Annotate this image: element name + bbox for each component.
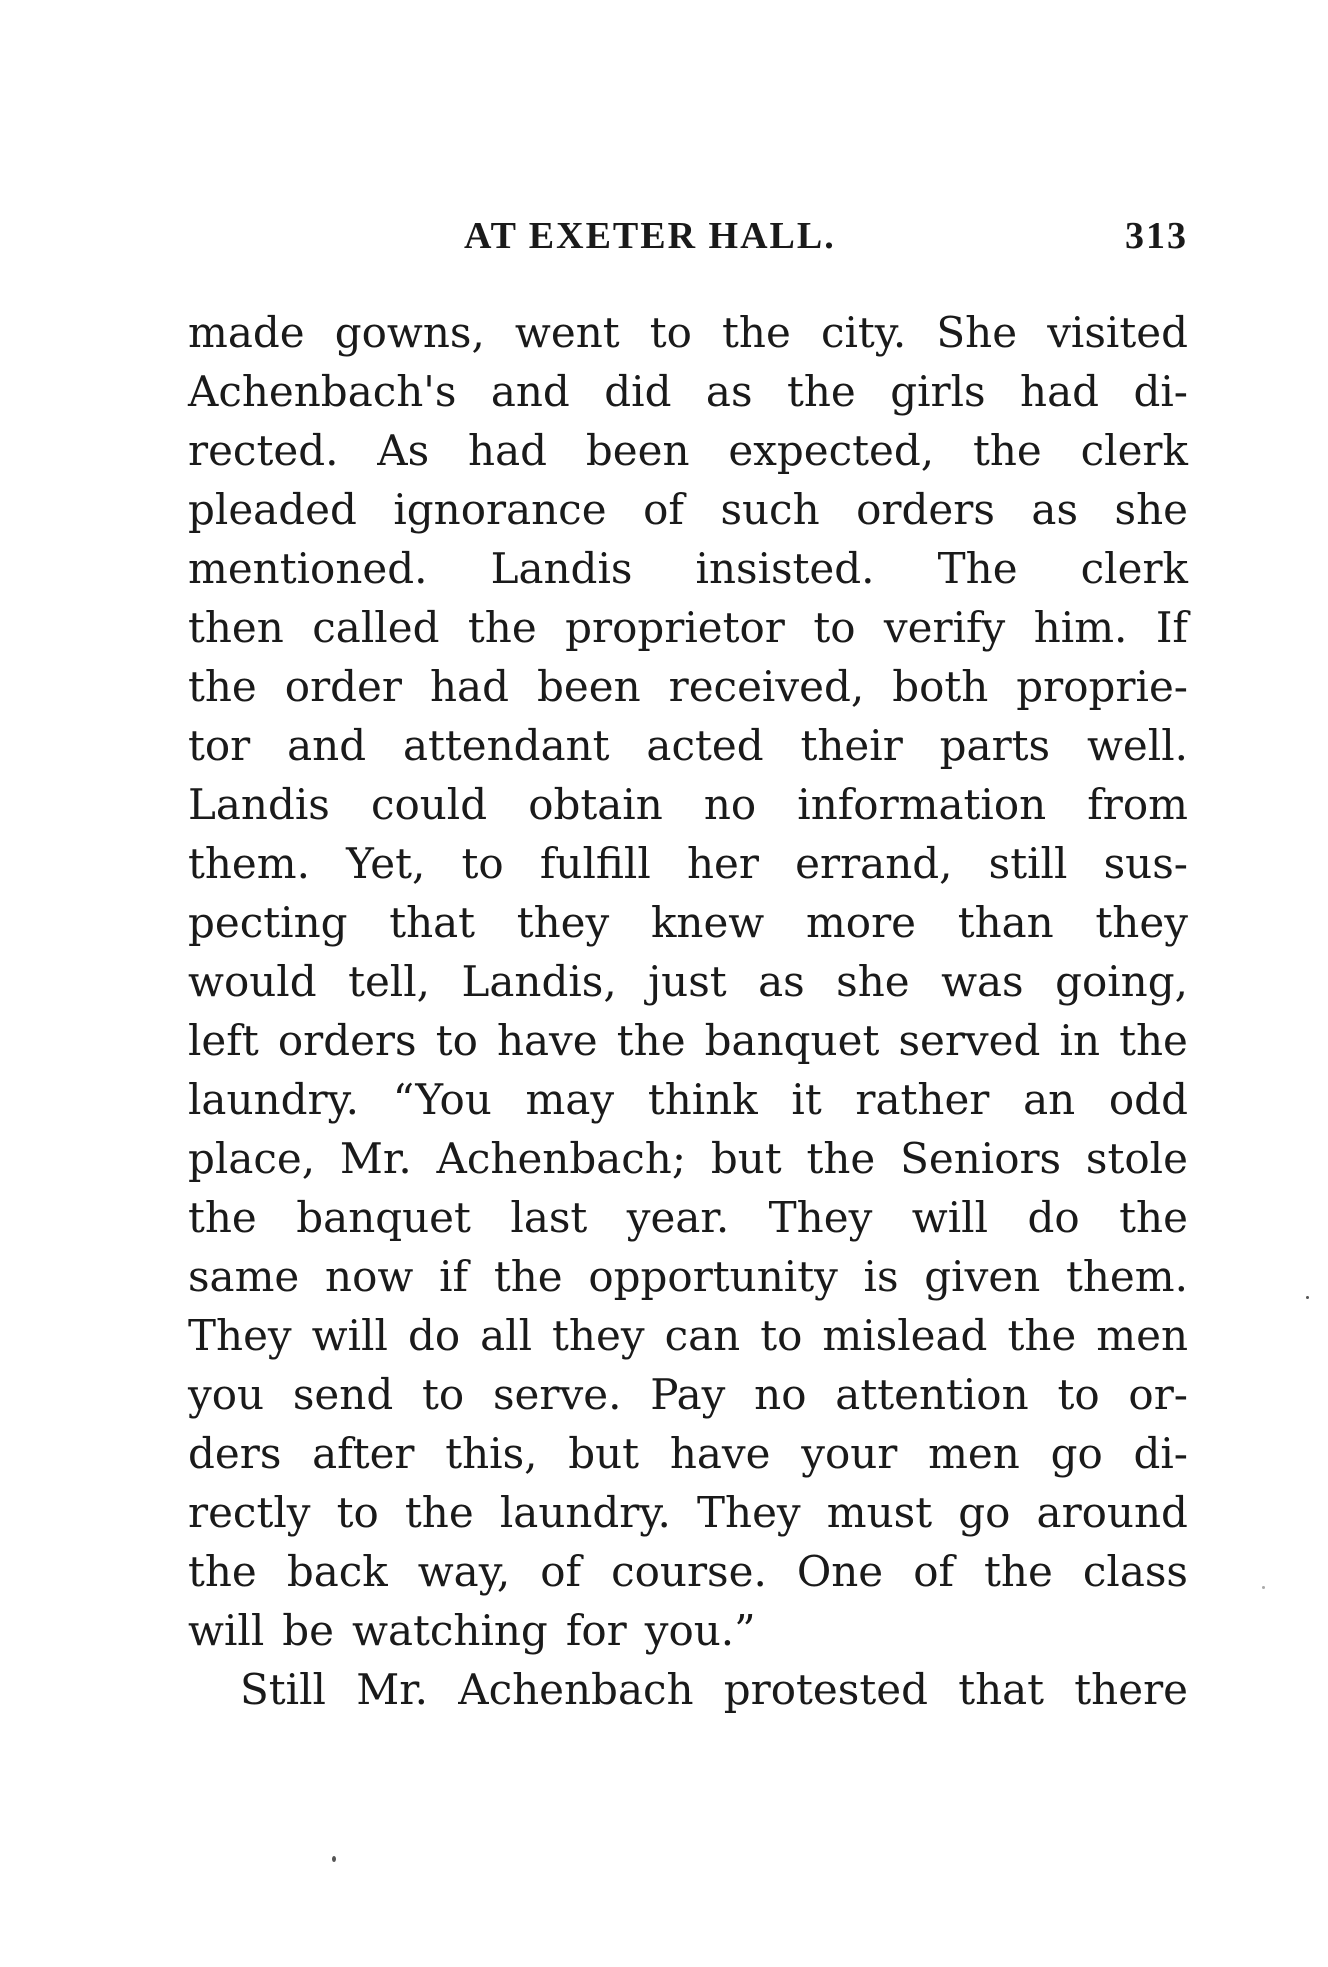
text-line bbox=[188, 1365, 1188, 1424]
word: as bbox=[705, 367, 753, 416]
word: the bbox=[806, 1134, 876, 1183]
word: had bbox=[1020, 367, 1099, 416]
word: you.” bbox=[644, 1606, 756, 1655]
word: of bbox=[540, 1547, 582, 1596]
word: that bbox=[389, 898, 476, 947]
word: ignorance bbox=[393, 485, 607, 534]
text-line bbox=[188, 893, 1188, 952]
word: proprietor bbox=[565, 603, 785, 652]
word: order bbox=[284, 662, 402, 711]
word: her bbox=[686, 839, 759, 888]
word: to bbox=[422, 1370, 465, 1419]
text-line bbox=[188, 1011, 1188, 1070]
word: If bbox=[1155, 603, 1188, 652]
word: she bbox=[836, 957, 910, 1006]
word: been bbox=[585, 426, 690, 475]
text-line bbox=[188, 952, 1188, 1011]
word: the bbox=[188, 1193, 257, 1242]
text-line bbox=[188, 775, 1188, 834]
word: information bbox=[797, 780, 1047, 829]
word: the bbox=[404, 1488, 474, 1537]
word: laundry. bbox=[188, 1075, 360, 1124]
word: the bbox=[1007, 1311, 1077, 1360]
word: clerk bbox=[1080, 544, 1188, 593]
word: city. bbox=[820, 308, 907, 357]
word: more bbox=[805, 898, 916, 947]
word: of bbox=[913, 1547, 955, 1596]
word: Achenbach; bbox=[436, 1134, 687, 1183]
text-line-paragraph-start bbox=[188, 1660, 1188, 1719]
word: had bbox=[468, 426, 547, 475]
word: protested bbox=[723, 1665, 928, 1714]
word: the bbox=[1119, 1193, 1188, 1242]
word: ders bbox=[188, 1429, 282, 1478]
word: as bbox=[1031, 485, 1078, 534]
word: or- bbox=[1128, 1370, 1188, 1419]
text-line bbox=[188, 1247, 1188, 1306]
running-head bbox=[188, 214, 1188, 264]
word: left bbox=[188, 1016, 259, 1065]
word: knew bbox=[650, 898, 765, 947]
word: the bbox=[722, 308, 791, 357]
word: pecting bbox=[188, 898, 348, 947]
word: She bbox=[936, 308, 1018, 357]
word: They bbox=[697, 1488, 801, 1537]
word: The bbox=[937, 544, 1018, 593]
word: if bbox=[439, 1252, 469, 1301]
word: expected, bbox=[728, 426, 935, 475]
word: now bbox=[325, 1252, 414, 1301]
word: no bbox=[703, 780, 757, 829]
word: One bbox=[796, 1547, 884, 1596]
text-line bbox=[188, 362, 1188, 421]
word: rather bbox=[855, 1075, 990, 1124]
word: proprie- bbox=[1016, 662, 1188, 711]
word: men bbox=[1096, 1311, 1188, 1360]
page-number: 313 bbox=[1125, 215, 1188, 257]
word: do bbox=[1027, 1193, 1080, 1242]
word: then bbox=[188, 603, 284, 652]
word: girls bbox=[890, 367, 986, 416]
word: banquet bbox=[704, 1016, 880, 1065]
word: been bbox=[536, 662, 641, 711]
word: gowns, bbox=[334, 308, 485, 357]
word: your bbox=[801, 1429, 898, 1478]
word: must bbox=[826, 1488, 933, 1537]
word: but bbox=[568, 1429, 640, 1478]
word: insisted. bbox=[695, 544, 875, 593]
text-line-paragraph-end bbox=[188, 1601, 1188, 1660]
word: him. bbox=[1033, 603, 1128, 652]
word: just bbox=[648, 957, 727, 1006]
text-line bbox=[188, 539, 1188, 598]
word: still bbox=[988, 839, 1068, 888]
word: errand, bbox=[795, 839, 953, 888]
word: would bbox=[188, 957, 317, 1006]
word: orders bbox=[277, 1016, 417, 1065]
word: the bbox=[984, 1547, 1053, 1596]
text-line bbox=[188, 1188, 1188, 1247]
text-line bbox=[188, 1483, 1188, 1542]
word: verify bbox=[883, 603, 1006, 652]
word: after bbox=[312, 1429, 415, 1478]
word: the bbox=[972, 426, 1042, 475]
word: will bbox=[188, 1606, 265, 1655]
word: is bbox=[863, 1252, 899, 1301]
word: rected. bbox=[188, 426, 339, 475]
word: banquet bbox=[296, 1193, 471, 1242]
word: class bbox=[1082, 1547, 1188, 1596]
word: place, bbox=[188, 1134, 316, 1183]
word: sus- bbox=[1103, 839, 1188, 888]
word: course. bbox=[611, 1547, 767, 1596]
word: Pay bbox=[650, 1370, 726, 1419]
word: could bbox=[370, 780, 488, 829]
text-line bbox=[188, 1424, 1188, 1483]
word: to bbox=[813, 603, 856, 652]
word: way, bbox=[417, 1547, 511, 1596]
word: to bbox=[336, 1488, 379, 1537]
text-line bbox=[188, 834, 1188, 893]
word: to bbox=[760, 1311, 803, 1360]
word: odd bbox=[1108, 1075, 1188, 1124]
word: of bbox=[643, 485, 684, 534]
word: rectly bbox=[188, 1488, 311, 1537]
word: such bbox=[720, 485, 820, 534]
word: They bbox=[188, 1311, 292, 1360]
word: men bbox=[928, 1429, 1020, 1478]
word: opportunity bbox=[588, 1252, 838, 1301]
word: think bbox=[647, 1075, 758, 1124]
word: from bbox=[1087, 780, 1188, 829]
word: the bbox=[786, 367, 856, 416]
word: them. bbox=[188, 839, 310, 888]
text-line bbox=[188, 480, 1188, 539]
print-speck bbox=[1306, 1296, 1309, 1299]
word: Achenbach's bbox=[188, 367, 457, 416]
word: be bbox=[282, 1606, 334, 1655]
text-line bbox=[188, 303, 1188, 362]
print-speck bbox=[1262, 1586, 1265, 1589]
word: will bbox=[911, 1193, 989, 1242]
word: to bbox=[649, 308, 692, 357]
word: orders bbox=[856, 485, 995, 534]
word: stole bbox=[1085, 1134, 1188, 1183]
word: acted bbox=[646, 721, 764, 770]
word: to bbox=[461, 839, 504, 888]
word: the bbox=[188, 662, 257, 711]
word: well. bbox=[1086, 721, 1188, 770]
word: the bbox=[493, 1252, 563, 1301]
word: do bbox=[407, 1311, 461, 1360]
word: Seniors bbox=[900, 1134, 1062, 1183]
word: tor bbox=[188, 721, 251, 770]
text-line bbox=[188, 421, 1188, 480]
word: attention bbox=[835, 1370, 1029, 1419]
word: than bbox=[957, 898, 1054, 947]
word: as bbox=[758, 957, 805, 1006]
word: had bbox=[429, 662, 509, 711]
word: it bbox=[791, 1075, 822, 1124]
word: an bbox=[1023, 1075, 1076, 1124]
word: that bbox=[958, 1665, 1045, 1714]
word: have bbox=[496, 1016, 598, 1065]
word: the bbox=[616, 1016, 686, 1065]
word: going, bbox=[1055, 957, 1188, 1006]
word: in bbox=[1059, 1016, 1100, 1065]
word: attendant bbox=[402, 721, 610, 770]
word: did bbox=[604, 367, 672, 416]
word: clerk bbox=[1080, 426, 1188, 475]
word: go bbox=[1050, 1429, 1103, 1478]
word: was bbox=[941, 957, 1024, 1006]
word: go bbox=[958, 1488, 1011, 1537]
word: Landis bbox=[490, 544, 633, 593]
word: and bbox=[287, 721, 367, 770]
word: obtain bbox=[528, 780, 663, 829]
word: they bbox=[1095, 898, 1188, 947]
word: the bbox=[1119, 1016, 1188, 1065]
word: went bbox=[514, 308, 620, 357]
word: all bbox=[480, 1311, 533, 1360]
word: Landis bbox=[188, 780, 330, 829]
word: watching bbox=[352, 1606, 548, 1655]
word: may bbox=[525, 1075, 615, 1124]
running-title: AT EXETER HALL. bbox=[464, 215, 836, 257]
word: As bbox=[377, 426, 430, 475]
word: the bbox=[188, 1547, 257, 1596]
word: have bbox=[669, 1429, 771, 1478]
word: to bbox=[435, 1016, 478, 1065]
word: last bbox=[510, 1193, 588, 1242]
word: served bbox=[898, 1016, 1041, 1065]
word: send bbox=[292, 1370, 394, 1419]
word: parts bbox=[939, 721, 1051, 770]
word: Still bbox=[240, 1665, 326, 1714]
word: the bbox=[467, 603, 537, 652]
word: year. bbox=[626, 1193, 730, 1242]
word: pleaded bbox=[188, 485, 357, 534]
word: around bbox=[1036, 1488, 1188, 1537]
text-line bbox=[188, 657, 1188, 716]
word: They bbox=[768, 1193, 873, 1242]
word: received, bbox=[668, 662, 865, 711]
word: they bbox=[552, 1311, 645, 1360]
word: same bbox=[188, 1252, 300, 1301]
text-line bbox=[188, 598, 1188, 657]
text-line bbox=[188, 1129, 1188, 1188]
word: them. bbox=[1066, 1252, 1188, 1301]
word: di- bbox=[1133, 367, 1188, 416]
word: fulfill bbox=[539, 839, 651, 888]
word: their bbox=[800, 721, 903, 770]
word: tell, bbox=[348, 957, 431, 1006]
word: you bbox=[188, 1370, 265, 1419]
word: serve. bbox=[493, 1370, 622, 1419]
word: called bbox=[312, 603, 440, 652]
word: “You bbox=[392, 1075, 492, 1124]
word: made bbox=[188, 308, 305, 357]
word: this, bbox=[445, 1429, 538, 1478]
word: Yet, bbox=[346, 839, 426, 888]
word: both bbox=[892, 662, 989, 711]
word: Achenbach bbox=[458, 1665, 694, 1714]
word: Landis, bbox=[461, 957, 617, 1006]
word: to bbox=[1057, 1370, 1100, 1419]
body-text bbox=[188, 303, 1188, 1719]
word: and bbox=[490, 367, 570, 416]
word: mentioned. bbox=[188, 544, 428, 593]
word: no bbox=[754, 1370, 807, 1419]
word: visited bbox=[1047, 308, 1188, 357]
word: di- bbox=[1133, 1429, 1188, 1478]
text-line bbox=[188, 1306, 1188, 1365]
word: can bbox=[664, 1311, 741, 1360]
word: for bbox=[565, 1606, 627, 1655]
word: but bbox=[710, 1134, 782, 1183]
text-line bbox=[188, 1542, 1188, 1601]
word: they bbox=[516, 898, 610, 947]
word: mislead bbox=[822, 1311, 988, 1360]
word: she bbox=[1114, 485, 1188, 534]
text-line bbox=[188, 1070, 1188, 1129]
word: given bbox=[924, 1252, 1041, 1301]
text-line bbox=[188, 716, 1188, 775]
print-speck bbox=[332, 1856, 336, 1862]
word: laundry. bbox=[499, 1488, 671, 1537]
word: Mr. bbox=[356, 1665, 429, 1714]
word: will bbox=[311, 1311, 388, 1360]
word: back bbox=[286, 1547, 388, 1596]
word: Mr. bbox=[339, 1134, 412, 1183]
word: there bbox=[1074, 1665, 1188, 1714]
